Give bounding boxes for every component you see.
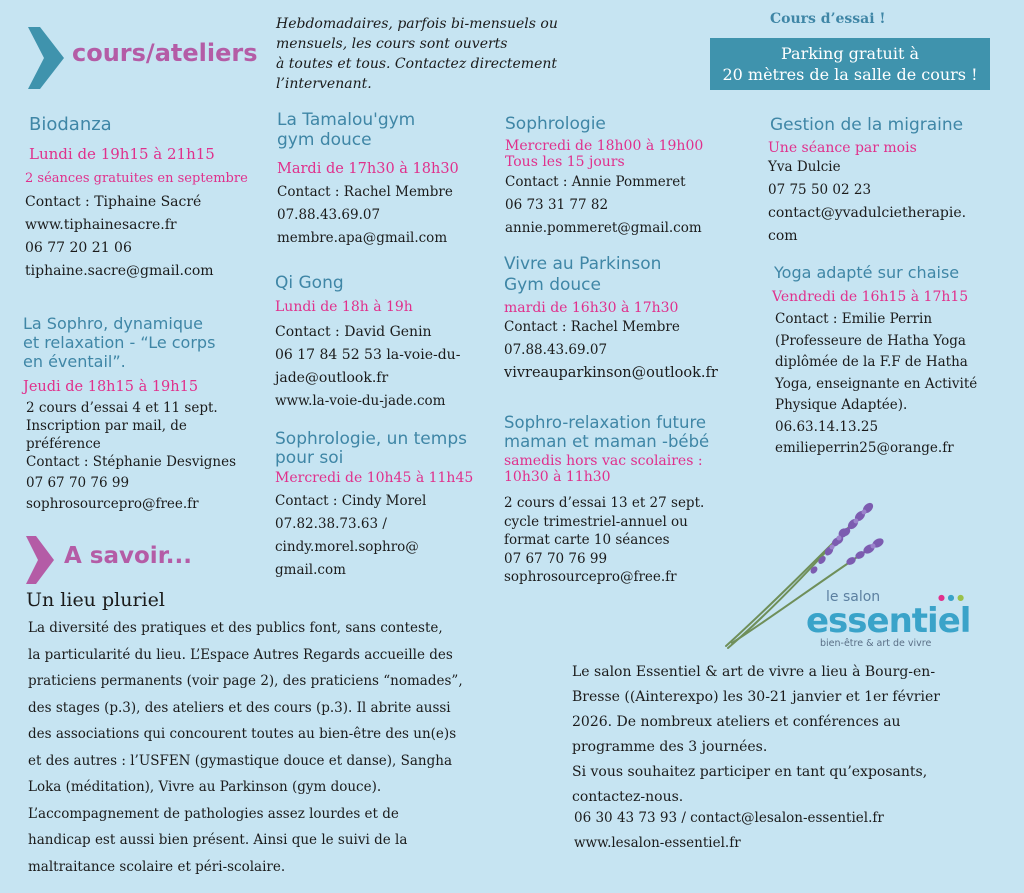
contact-line: 2 cours d’essai 4 et 11 sept.: [26, 400, 218, 416]
sophro-corps-schedule: Jeudi de 18h15 à 19h15: [23, 379, 199, 395]
title-line: Gym douce: [504, 275, 601, 295]
sophrologie-title: Sophrologie: [505, 114, 606, 134]
title-line: et relaxation - “Le corps: [23, 333, 216, 352]
intro-line: l’intervenant.: [276, 76, 372, 92]
sophro-temps-schedule: Mercredi de 10h45 à 11h45: [275, 470, 474, 486]
title-line: Vivre au Parkinson: [504, 254, 662, 274]
contact-line: jade@outlook.fr: [275, 370, 389, 386]
paragraph-line: des associations qui concourent toutes au bien-être des un(e)s: [28, 726, 457, 742]
contact-line: Contact : Annie Pommeret: [505, 174, 686, 190]
salon-logo-top: le salon: [826, 589, 881, 605]
intro-line: à toutes et tous. Contactez directement: [276, 56, 558, 72]
contact-line: sophrosourcepro@free.fr: [504, 569, 677, 585]
contact-line: Contact : David Genin: [275, 324, 432, 340]
sophrologie-block: [505, 114, 755, 240]
contact-line: diplômée de la F.F de Hatha: [775, 354, 968, 370]
title-line: maman et maman -bébé: [504, 432, 710, 451]
contact-line: cindy.morel.sophro@: [275, 539, 419, 555]
contact-line: Contact : Rachel Membre: [277, 184, 453, 200]
contact-line: 07.88.43.69.07: [504, 342, 608, 358]
parkinson-contact: [504, 316, 754, 385]
contact-line: cycle trimestriel-annuel ou: [504, 513, 688, 530]
parkinson-block: [504, 254, 754, 385]
salon-contact-line: 06 30 43 73 93 / contact@lesalon-essentiel.fr: [574, 810, 884, 826]
contact-line: 07 67 70 76 99: [504, 550, 608, 567]
salon-text: [572, 660, 940, 810]
salon-line: Si vous souhaitez participer en tant qu’exposants,: [572, 764, 928, 780]
title-line: gym douce: [277, 130, 372, 150]
savoir-subtitle: Un lieu pluriel: [26, 589, 165, 611]
paragraph-line: la particularité du lieu. L’Espace Autres Regards accueille des: [28, 646, 453, 663]
tamalou-title: [277, 110, 502, 150]
contact-line: 07 67 70 76 99: [26, 475, 130, 491]
title-line: Sophro-relaxation future: [504, 413, 707, 432]
yoga-contact: [775, 309, 1022, 460]
schedule-line: Mercredi de 18h00 à 19h00: [505, 138, 704, 154]
intro-line: mensuels, les cours sont ouverts: [276, 36, 508, 52]
contact-line: 06 17 84 52 53 la-voie-du-: [275, 347, 461, 363]
yoga-block: [772, 263, 1022, 460]
salon-logo-sub: bien-être & art de vivre: [820, 638, 932, 649]
salon-line: contactez-nous.: [572, 789, 684, 805]
schedule-line: Tous les 15 jours: [505, 154, 625, 170]
sophro-corps-contact: [26, 399, 268, 513]
biodanza-note: 2 séances gratuites en septembre: [25, 171, 248, 186]
paragraph-line: des stages (p.3), des ateliers et des cours (p.3). Il abrite aussi: [28, 699, 451, 716]
paragraph-line: praticiens permanents (voir page 2), des praticiens “nomades”,: [28, 673, 463, 689]
contact-line: Physique Adaptée).: [775, 397, 908, 413]
contact-line: 2 cours d’essai 13 et 27 sept.: [504, 495, 705, 511]
biodanza-schedule: Lundi de 19h15 à 21h15: [29, 145, 215, 163]
contact-line: (Professeure de Hatha Yoga: [775, 332, 966, 349]
sophro-corps-block: [23, 314, 268, 513]
intro-line: Hebdomadaires, parfois bi-mensuels ou: [276, 16, 558, 32]
salon-line: programme des 3 journées.: [572, 739, 768, 755]
contact-line: contact@yvadulcietherapie.: [768, 205, 967, 221]
contact-line: Contact : Emilie Perrin: [775, 311, 933, 327]
contact-line: sophrosourcepro@free.fr: [26, 496, 199, 512]
contact-line: vivreauparkinson@outlook.fr: [504, 365, 718, 381]
salon-contact-line: www.lesalon-essentiel.fr: [574, 835, 741, 851]
paragraph-line: handicap est aussi bien présent. Ainsi que le suivi de la: [28, 832, 408, 848]
qigong-title: Qi Gong: [275, 273, 344, 293]
tamalou-schedule: Mardi de 17h30 à 18h30: [277, 161, 459, 177]
schedule-line: 10h30 à 11h30: [504, 469, 611, 485]
sophrologie-schedule: [505, 138, 755, 170]
paragraph-line: La diversité des pratiques et des publics font, sans conteste,: [28, 620, 443, 636]
future-maman-schedule: [504, 453, 754, 485]
salon-contact: [574, 806, 884, 856]
contact-line: 06 73 31 77 82: [505, 197, 609, 213]
contact-line: gmail.com: [275, 562, 346, 578]
contact-line: 07.82.38.73.63 /: [275, 516, 387, 532]
contact-line: emilieperrin25@orange.fr: [775, 440, 954, 456]
savoir-arrow-icon: [26, 536, 54, 588]
salon-logo: [806, 590, 981, 649]
biodanza-contact: [25, 191, 270, 283]
sophro-temps-contact: [275, 490, 505, 582]
contact-line: Contact : Cindy Morel: [275, 493, 427, 509]
contact-line: com: [768, 228, 798, 244]
contact-line: Contact : Rachel Membre: [504, 319, 680, 335]
contact-line: membre.apa@gmail.com: [277, 230, 448, 246]
migraine-contact: [768, 156, 1018, 248]
logo-dots-icon: ● ● ●: [938, 593, 965, 602]
cours-arrow-icon: [28, 27, 64, 93]
future-maman-block: [504, 413, 754, 587]
savoir-section-title: A savoir...: [64, 543, 192, 569]
migraine-schedule: Une séance par mois: [768, 140, 917, 156]
trial-label: Cours d’essai !: [770, 11, 886, 27]
qigong-schedule: Lundi de 18h à 19h: [275, 299, 413, 315]
contact-line: www.tiphainesacre.fr: [25, 217, 177, 233]
title-line: La Sophro, dynamique: [23, 314, 203, 333]
contact-line: tiphaine.sacre@gmail.com: [25, 263, 214, 279]
salon-line: Bresse ((Ainterexpo) les 30-21 janvier et 1er février: [572, 689, 940, 705]
yoga-schedule: Vendredi de 16h15 à 17h15: [772, 289, 969, 305]
biodanza-title: Biodanza: [29, 114, 112, 135]
title-line: Sophrologie, un temps: [275, 429, 467, 449]
biodanza-block: [25, 115, 270, 283]
future-maman-title: [504, 413, 754, 451]
tamalou-block: [277, 110, 502, 250]
sophro-corps-title: [23, 314, 268, 371]
migraine-block: [768, 115, 1018, 248]
contact-line: Contact : Tiphaine Sacré: [25, 194, 202, 210]
contact-line: préférence: [26, 436, 101, 452]
paragraph-line: et des autres : l’USFEN (gymastique douce et danse), Sangha: [28, 752, 452, 769]
contact-line: annie.pommeret@gmail.com: [505, 220, 702, 236]
savoir-paragraph: [28, 615, 463, 880]
contact-line: Yva Dulcie: [768, 159, 841, 175]
qigong-contact: [275, 321, 500, 413]
contact-line: 07.88.43.69.07: [277, 207, 381, 223]
contact-line: format carte 10 séances: [504, 532, 670, 548]
sophrologie-contact: [505, 171, 755, 240]
salon-line: Le salon Essentiel & art de vivre a lieu à Bourg-en-: [572, 664, 936, 680]
contact-line: Yoga, enseignante en Activité: [775, 375, 978, 392]
parkinson-schedule: mardi de 16h30 à 17h30: [504, 300, 679, 316]
title-line: pour soi: [275, 448, 344, 468]
yoga-title: Yoga adapté sur chaise: [774, 263, 960, 282]
future-maman-contact: [504, 494, 754, 587]
paragraph-line: maltraitance scolaire et péri-scolaire.: [28, 858, 286, 875]
salon-line: 2026. De nombreux ateliers et conférences au: [572, 714, 901, 730]
title-line: en éventail”.: [23, 352, 126, 371]
contact-line: 06.63.14.13.25: [775, 418, 879, 435]
contact-line: 06 77 20 21 06: [25, 240, 132, 256]
parking-badge: [710, 38, 990, 90]
migraine-title: Gestion de la migraine: [770, 115, 964, 135]
parking-line: Parking gratuit à: [780, 44, 919, 63]
paragraph-line: Loka (méditation), Vivre au Parkinson (gym douce).: [28, 779, 382, 795]
intro-text: [276, 14, 558, 94]
qigong-block: [275, 273, 500, 413]
title-line: La Tamalou'gym: [277, 110, 416, 130]
schedule-line: samedis hors vac scolaires :: [504, 453, 703, 469]
contact-line: Inscription par mail, de: [26, 418, 187, 434]
sophro-temps-title: [275, 430, 505, 468]
sophro-temps-block: [275, 430, 505, 582]
tamalou-contact: [277, 181, 502, 250]
paragraph-line: L’accompagnement de pathologies assez lourdes et de: [28, 805, 399, 822]
cours-section-title: cours/ateliers: [72, 39, 258, 67]
salon-logo-main: essentiel: [806, 601, 971, 641]
contact-line: 07 75 50 02 23: [768, 182, 872, 198]
parking-line: 20 mètres de la salle de cours !: [722, 65, 978, 84]
contact-line: Contact : Stéphanie Desvignes: [26, 454, 237, 470]
parkinson-title: [504, 254, 754, 296]
contact-line: www.la-voie-du-jade.com: [275, 393, 446, 409]
